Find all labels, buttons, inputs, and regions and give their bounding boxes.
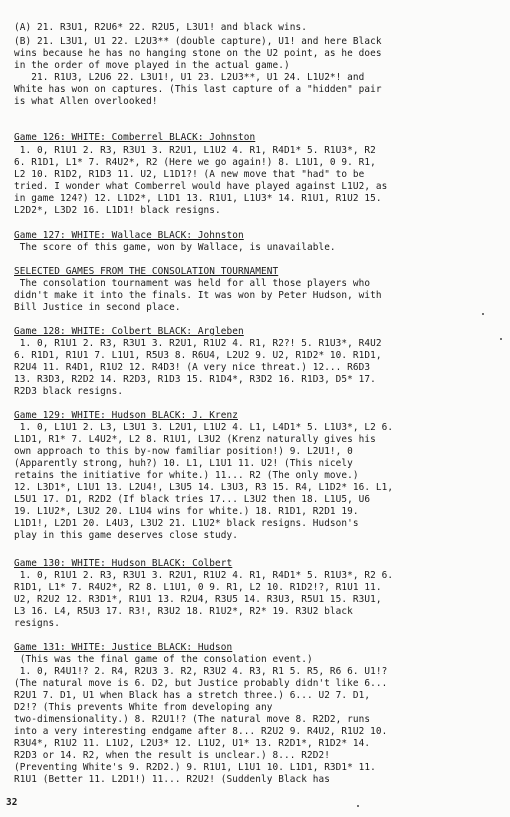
game-heading: Game 126: WHITE: Comberrel BLACK: Johnston: [14, 132, 256, 143]
game-heading: Game 129: WHITE: Hudson BLACK: J. Krenz: [14, 410, 239, 421]
game-heading: Game 130: WHITE: Hudson BLACK: Colbert: [14, 558, 233, 569]
text-line: is what Allen overlooked!: [14, 96, 158, 107]
text-line: R2D3 or 14. R2, when the result is unclear.) 8... R2D2!: [14, 750, 330, 761]
text-line: L2D2*, L3D2 16. L1D1! black resigns.: [14, 205, 221, 216]
text-line: play in this game deserves close study.: [14, 530, 239, 541]
text-line: in game 124?) 12. L1D2*, L1D1 13. R1U1, L1U3* 14. R1U1, R1U2 15.: [14, 193, 382, 204]
scan-speck: [482, 313, 484, 315]
text-line: (This was the final game of the consolation event.): [14, 654, 313, 665]
text-line: 19. L1U2*, L3U2 20. L1U4 wins for white.) 18. R1D1, R2D1 19.: [14, 506, 359, 517]
text-line: 12. L3D1*, L1U1 13. L2U4!, L3U5 14. L3U3, R3 15. R4, L1D2* 16. L1,: [14, 482, 394, 493]
page-number: 32: [6, 797, 18, 808]
text-line: 1. 0, R1U1 2. R3, R3U1 3. R2U1, L1U2 4. R1, R4D1* 5. R1U3*, R2: [14, 145, 376, 156]
game-heading: Game 127: WHITE: Wallace BLACK: Johnston: [14, 230, 244, 241]
text-line: U2, R2U2 12. R3D1*, R1U1 13. R2U4, R3U5 14. R3U3, R5U1 15. R3U1,: [14, 594, 382, 605]
section-heading: SELECTED GAMES FROM THE CONSOLATION TOURNAMENT: [14, 266, 279, 277]
scan-speck: [500, 338, 502, 340]
text-line: White has won on captures. (This last capture of a "hidden" pair: [14, 84, 382, 95]
text-line: The score of this game, won by Wallace, is unavailable.: [14, 242, 336, 253]
text-line: R2D3 black resigns.: [14, 386, 124, 397]
text-line: (Preventing White's 9. R2D2.) 9. R1U1, L1U1 10. L1D1, R3D1* 11.: [14, 762, 376, 773]
text-line: L5U1 17. D1, R2D2 (If black tries 17... L3U2 then 18. L1U5, U6: [14, 494, 371, 505]
text-line: tried. I wonder what Comberrel would have played against L1U2, as: [14, 181, 388, 192]
text-line: 13. R3D3, R2D2 14. R2D3, R1D3 15. R1D4*, R3D2 16. R1D3, D5* 17.: [14, 374, 376, 385]
scan-speck: [357, 805, 359, 807]
text-line: own approach to this by-now familiar position!) 9. L2U1!, 0: [14, 446, 353, 457]
text-line: L3 16. L4, R5U3 17. R3!, R3U2 18. R1U2*, R2* 19. R3U2 black: [14, 606, 353, 617]
text-line: wins because he has no hanging stone on the U2 point, as he does: [14, 48, 382, 59]
text-line: (Apparently strong, huh?) 10. L1, L1U1 11. U2! (This nicely: [14, 458, 353, 469]
text-line: The consolation tournament was held for all those players who: [14, 278, 371, 289]
text-line: L1D1, R1* 7. L4U2*, L2 8. R1U1, L3U2 (Krenz naturally gives his: [14, 434, 376, 445]
text-line: R2U4 11. R4D1, R1U2 12. R4D3! (A very nice threat.) 12... R6D3: [14, 362, 371, 373]
text-line: 1. 0, L1U1 2. L3, L3U1 3. L2U1, L1U2 4. L1, L4D1* 5. L1U3*, L2 6.: [14, 422, 394, 433]
text-line: (B) 21. L3U1, U1 22. L2U3** (double capture), U1! and here Black: [14, 36, 382, 47]
text-line: into a very interesting endgame after 8... R2U2 9. R4U2, R1U2 10.: [14, 726, 388, 737]
text-line: two-dimensionality.) 8. R2U1!? (The natural move 8. R2D2, runs: [14, 714, 371, 725]
text-line: R1U1 (Better 11. L2D1!) 11... R2U2! (Suddenly Black has: [14, 774, 330, 785]
text-line: L2 10. R1D2, R1D3 11. U2, L1D1?! (A new move that "had" to be: [14, 169, 365, 180]
game-heading: Game 131: WHITE: Justice BLACK: Hudson: [14, 642, 233, 653]
text-line: (A) 21. R3U1, R2U6* 22. R2U5, L3U1! and black wins.: [14, 22, 307, 33]
text-line: 1. 0, R4U1!? 2. R4, R2U3 3. R2, R3U2 4. R3, R1 5. R5, R6 6. U1!?: [14, 666, 388, 677]
text-line: L1D1!, L2D1 20. L4U3, L3U2 21. L1U2* black resigns. Hudson's: [14, 518, 359, 529]
text-line: 1. 0, R1U1 2. R3, R3U1 3. R2U1, R1U2 4. R1, R2?! 5. R1U3*, R4U2: [14, 338, 382, 349]
text-line: resigns.: [14, 618, 60, 629]
text-line: in the order of move played in the actual game.): [14, 60, 290, 71]
text-line: 6. R1D1, L1* 7. R4U2*, R2 (Here we go again!) 8. L1U1, 0 9. R1,: [14, 157, 376, 168]
game-heading: Game 128: WHITE: Colbert BLACK: Argleben: [14, 326, 244, 337]
text-line: retains the initiative for white.) 11... R2 (The only move.): [14, 470, 359, 481]
text-line: 21. R1U3, L2U6 22. L3U1!, U1 23. L2U3**, U1 24. L1U2*! and: [14, 72, 365, 83]
text-line: (The natural move is 6. D2, but Justice probably didn't like 6...: [14, 678, 388, 689]
text-line: 1. 0, R1U1 2. R3, R3U1 3. R2U1, R1U2 4. R1, R4D1* 5. R1U3*, R2 6.: [14, 570, 394, 581]
text-line: didn't make it into the finals. It was won by Peter Hudson, with: [14, 290, 382, 301]
text-line: R1D1, L1* 7. R4U2*, R2 8. L1U1, 0 9. R1, L2 10. R1D2!?, R1U1 11.: [14, 582, 382, 593]
text-line: R3U4*, R1U2 11. L1U2, L2U3* 12. L1U2, U1* 13. R2D1*, R1D2* 14.: [14, 738, 371, 749]
text-line: D2!? (This prevents White from developing any: [14, 702, 273, 713]
text-line: Bill Justice in second place.: [14, 302, 181, 313]
text-line: R2U1 7. D1, U1 when Black has a stretch three.) 6... U2 7. D1,: [14, 690, 371, 701]
text-line: 6. R1D1, R1U1 7. L1U1, R5U3 8. R6U4, L2U2 9. U2, R1D2* 10. R1D1,: [14, 350, 382, 361]
